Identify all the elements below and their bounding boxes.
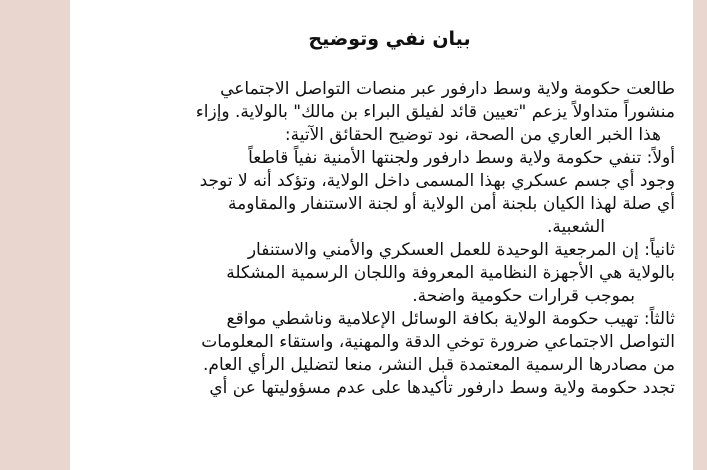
text-line: بموجب قرارات حكومية واضحة.: [412, 286, 635, 306]
text-line: بالولاية هي الأجهزة النظامية المعروفة واللجان الرسمية المشكلة: [226, 263, 675, 283]
statement-body: [104, 28, 675, 400]
document-title: بيان نفي وتوضيح: [308, 28, 471, 50]
statement-text: [104, 78, 675, 400]
text-line: تجدد حكومة ولاية وسط دارفور تأكيدها على عدم مسؤوليتها عن أي: [209, 378, 675, 398]
text-line: وجود أي جسم عسكري بهذا المسمى داخل الولاية، وتؤكد أنه لا توجد: [199, 171, 675, 191]
text-line: أولاً: تنفي حكومة ولاية وسط دارفور ولجنتها الأمنية نفياً قاطعاً: [248, 148, 675, 168]
text-line: منشوراً متداولاً يزعم "تعيين قائد لفيلق البراء بن مالك" بالولاية. وإزاء: [195, 102, 675, 122]
background-right-margin: [693, 0, 707, 470]
text-line: التواصل الاجتماعي ضرورة توخي الدقة والمهنية، واستقاء المعلومات: [201, 332, 675, 352]
text-line: ثالثاً: تهيب حكومة الولاية بكافة الوسائل الإعلامية وناشطي مواقع: [226, 309, 675, 329]
text-line: الشعبية.: [546, 217, 605, 237]
text-line: هذا الخبر العاري من الصحة، نود توضيح الحقائق الآتية:: [284, 125, 661, 145]
background-left-margin: [0, 0, 70, 470]
document-page: [70, 0, 693, 470]
text-line: من مصادرها الرسمية المعتمدة قبل النشر، منعا لتضليل الرأي العام.: [203, 355, 675, 375]
text-line: طالعت حكومة ولاية وسط دارفور عبر منصات التواصل الاجتماعي: [220, 79, 675, 99]
text-line: أي صلة لهذا الكيان بلجنة أمن الولاية أو لجنة الاستنفار والمقاومة: [228, 194, 675, 214]
text-line: ثانياً: إن المرجعية الوحيدة للعمل العسكري والأمني والاستنفار: [247, 240, 675, 260]
